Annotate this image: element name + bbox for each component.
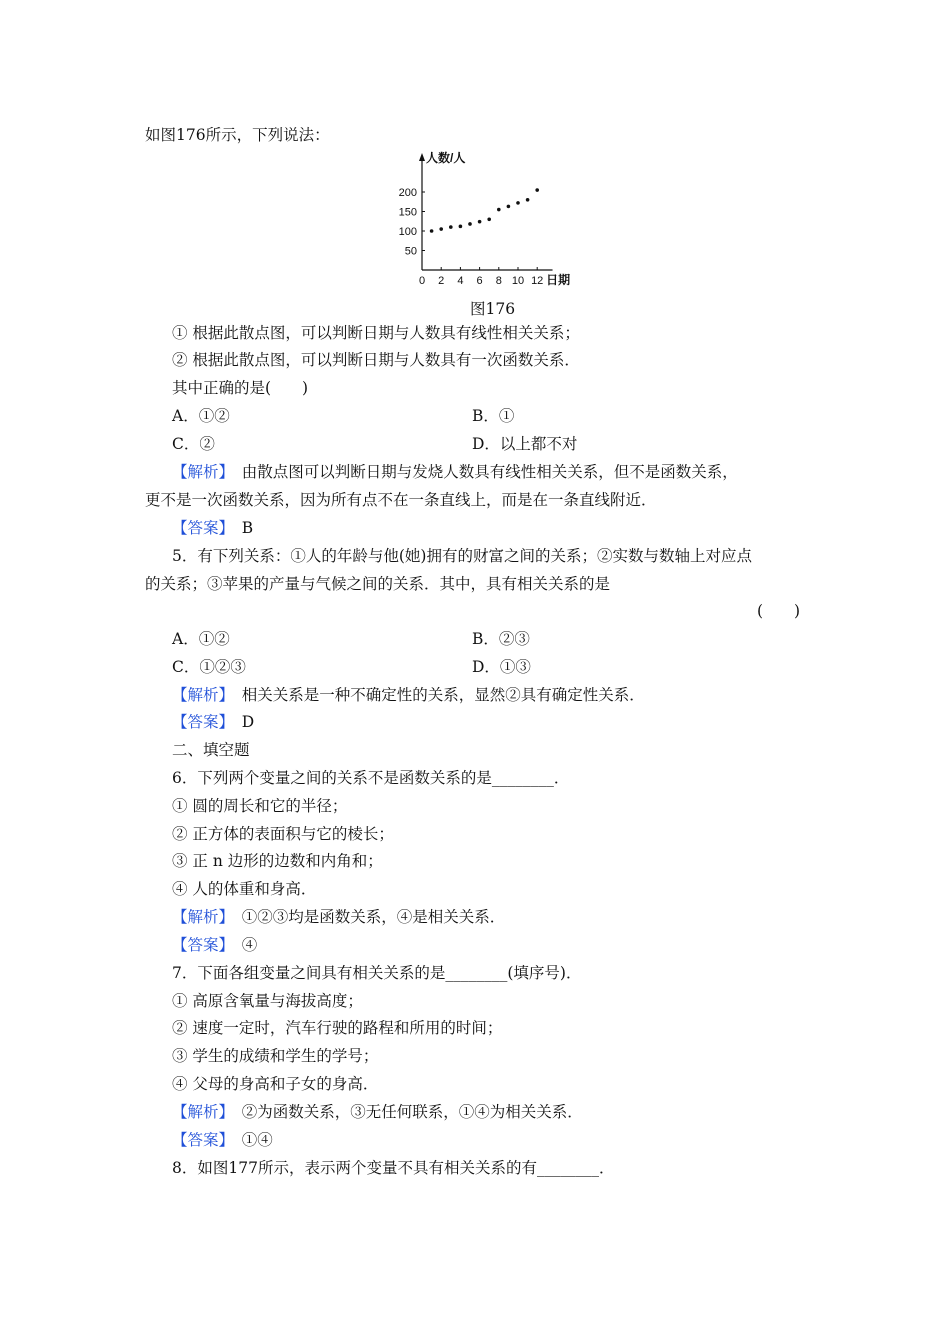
question-prompt: 其中正确的是( ) <box>172 379 309 397</box>
x-tick-label: 6 <box>476 275 483 287</box>
q4-analysis-cont: 更不是一次函数关系，因为所有点不在一条直线上，而是在一条直线附近． <box>145 491 657 509</box>
q7-answer <box>172 1130 273 1150</box>
figure-caption: 图176 <box>470 300 516 318</box>
q6-item-3: ③ 正 n 边形的边数和内角和； <box>172 852 383 870</box>
answer-tag: 【答案】 <box>172 519 227 537</box>
y-tick-label: 100 <box>398 226 417 238</box>
q5-analysis-text: 相关关系是一种不确定性的关系，显然②具有确定性关系． <box>226 686 645 704</box>
x-tick-label: 4 <box>457 275 464 287</box>
x-tick-label: 8 <box>495 275 502 287</box>
x-tick-label: 12 <box>531 275 544 287</box>
data-point <box>497 208 501 212</box>
q4-option-c: C．② <box>172 435 215 453</box>
data-point <box>516 201 520 205</box>
q4-analysis <box>172 462 738 482</box>
analysis-tag: 【解析】 <box>172 1103 227 1121</box>
y-axis-arrow <box>419 153 425 161</box>
data-point <box>487 218 491 222</box>
data-point <box>535 188 539 192</box>
q8-stem: 8．如图177所示，表示两个变量不具有相关关系的有________． <box>172 1159 615 1177</box>
y-tick-label: 150 <box>398 206 417 219</box>
answer-tag: 【答案】 <box>172 713 227 731</box>
analysis-tag: 【解析】 <box>172 908 227 926</box>
statement-2: ② 根据此散点图，可以判断日期与人数具有一次函数关系． <box>172 351 580 369</box>
q5-stem-cont: 的关系；③苹果的产量与气候之间的关系．其中，具有相关关系的是 <box>145 575 611 593</box>
data-point <box>430 229 434 233</box>
data-point <box>468 222 472 226</box>
q5-answer <box>172 712 254 732</box>
q4-option-d: D．以上都不对 <box>472 435 578 453</box>
q5-analysis <box>172 685 645 705</box>
data-point <box>439 227 443 231</box>
q4-option-a: A．①② <box>172 407 230 425</box>
q7-item-2: ② 速度一定时，汽车行驶的路程和所用的时间； <box>172 1019 503 1037</box>
q5-option-d: D．①③ <box>472 658 531 676</box>
data-point <box>459 225 463 229</box>
q7-item-1: ① 高原含氧量与海拔高度； <box>172 992 363 1010</box>
q6-item-2: ② 正方体的表面积与它的棱长； <box>172 825 394 843</box>
x-tick-label: 10 <box>511 275 525 287</box>
q6-item-4: ④ 人的体重和身高． <box>172 880 317 898</box>
q5-option-b: B．②③ <box>472 630 530 648</box>
q5-answer-text: D <box>226 713 255 731</box>
q7-answer-text: ①④ <box>226 1131 273 1149</box>
analysis-tag: 【解析】 <box>172 463 227 481</box>
y-axis-title: 人数/人 <box>426 151 466 165</box>
q6-answer <box>172 935 257 955</box>
scatter-chart <box>395 148 595 296</box>
data-point <box>449 225 453 229</box>
q5-option-c: C．①②③ <box>172 658 246 676</box>
q6-item-1: ① 圆的周长和它的半径； <box>172 797 348 815</box>
y-tick-label: 200 <box>398 187 417 199</box>
intro-text: 如图176所示，下列说法： <box>145 126 330 144</box>
q7-analysis-text: ②为函数关系，③无任何联系，①④为相关关系． <box>226 1103 583 1121</box>
q4-answer <box>172 518 253 538</box>
q5-option-a: A．①② <box>172 630 230 648</box>
x-tick-label: 0 <box>418 275 426 287</box>
q6-stem: 6．下列两个变量之间的关系不是函数关系的是________． <box>172 769 570 787</box>
q5-paren: ( ) <box>757 602 801 620</box>
q6-answer-text: ④ <box>226 936 258 954</box>
q7-item-4: ④ 父母的身高和子女的身高． <box>172 1075 379 1093</box>
q4-answer-text: B <box>226 519 254 537</box>
answer-tag: 【答案】 <box>172 1131 227 1149</box>
q6-analysis-text: ①②③均是函数关系，④是相关关系． <box>226 908 506 926</box>
statement-1: ① 根据此散点图，可以判断日期与人数具有线性相关关系； <box>172 324 580 342</box>
q7-item-3: ③ 学生的成绩和学生的学号； <box>172 1047 379 1065</box>
x-tick-label: 2 <box>438 275 445 287</box>
section-heading: 二、填空题 <box>172 741 250 759</box>
data-point <box>526 198 530 202</box>
data-point <box>478 220 482 224</box>
q7-stem: 7．下面各组变量之间具有相关关系的是________(填序号)． <box>172 964 582 982</box>
q6-analysis <box>172 907 505 927</box>
data-point <box>507 205 511 209</box>
analysis-tag: 【解析】 <box>172 686 227 704</box>
q4-analysis-text: 由散点图可以判断日期与发烧人数具有线性相关关系，但不是函数关系， <box>226 463 738 481</box>
x-axis-title: 日期 <box>546 273 571 287</box>
q4-option-b: B．① <box>472 407 515 425</box>
answer-tag: 【答案】 <box>172 936 227 954</box>
y-tick-label: 50 <box>404 245 417 258</box>
q5-stem: 5．有下列关系：①人的年龄与他(她)拥有的财富之间的关系；②实数与数轴上对应点 <box>172 547 752 565</box>
q7-analysis <box>172 1102 583 1122</box>
